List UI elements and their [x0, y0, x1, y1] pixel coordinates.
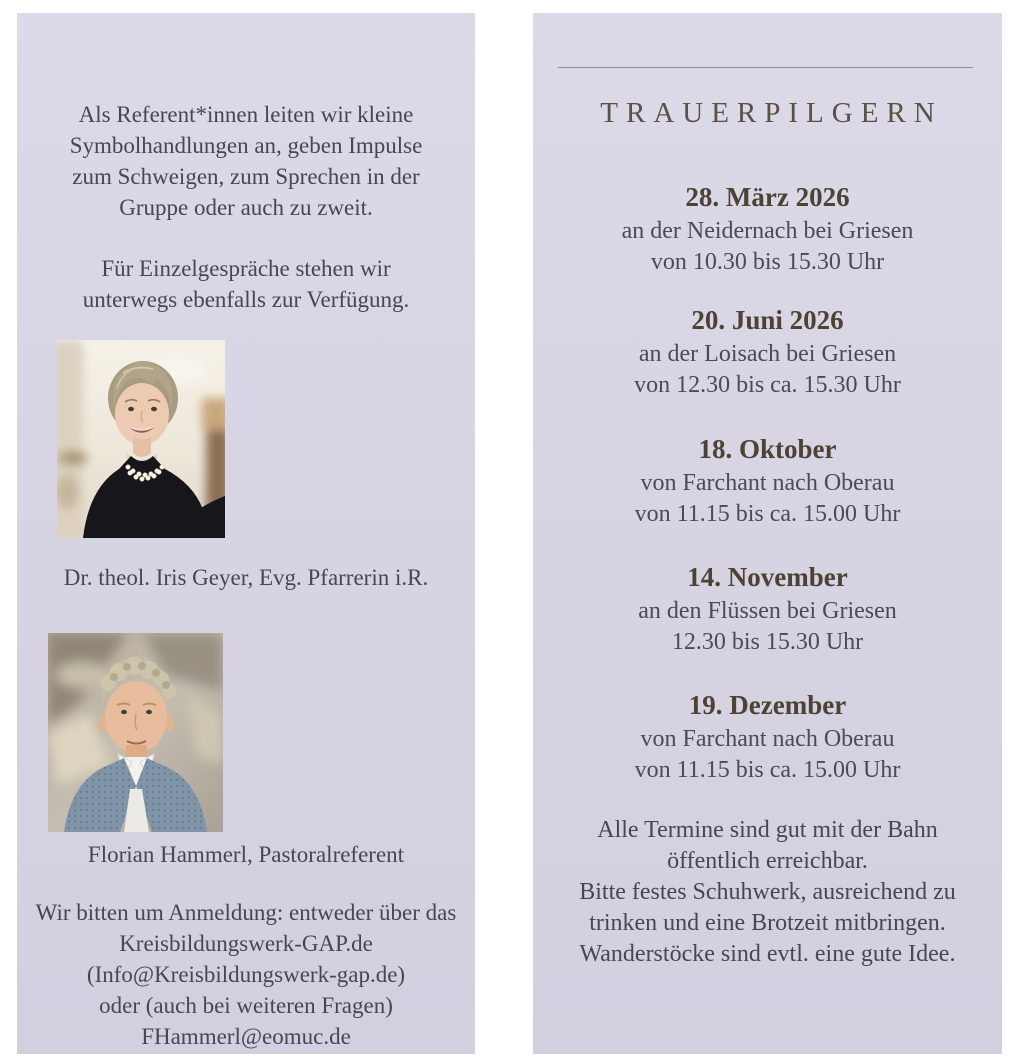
intro-paragraph-2: [17, 253, 475, 315]
event-item: [533, 180, 1002, 278]
event-time: von 12.30 bis ca. 15.30 Uhr: [634, 372, 901, 398]
person-caption-iris-geyer: Dr. theol. Iris Geyer, Evg. Pfarrerin i.R.: [63, 565, 429, 590]
text-line: unterwegs ebenfalls zur Verfügung.: [82, 287, 410, 312]
left-panel: [17, 13, 475, 1054]
person-caption-florian-hammerl: Florian Hammerl, Pastoralreferent: [87, 842, 405, 867]
portrait-photo-florian-hammerl: [48, 633, 223, 832]
event-date: 28. März 2026: [685, 182, 850, 212]
text-line: Wanderstöcke sind evtl. eine gute Idee.: [579, 941, 956, 967]
page-title: TRAUERPILGERN: [600, 97, 943, 129]
event-date: 18. Oktober: [698, 434, 837, 464]
event-date: 19. Dezember: [688, 690, 847, 720]
top-divider-line: [558, 67, 973, 68]
event-location: an der Loisach bei Griesen: [638, 341, 897, 367]
event-time: von 10.30 bis 15.30 Uhr: [650, 249, 885, 275]
email-text: (Info@Kreisbildungswerk-gap.de): [86, 962, 406, 987]
event-location: von Farchant nach Oberau: [640, 470, 895, 496]
event-location: an der Neidernach bei Griesen: [621, 218, 914, 244]
text-line: Bitte festes Schuhwerk, ausreichend zu: [579, 879, 956, 905]
portrait-photo-iris-geyer: [57, 340, 225, 538]
event-item: [533, 688, 1002, 786]
text-line: Gruppe oder auch zu zweit.: [119, 195, 373, 220]
text-line: Wir bitten um Anmeldung: entweder über das: [35, 900, 457, 925]
event-time: von 11.15 bis ca. 15.00 Uhr: [634, 757, 901, 783]
text-line: Für Einzelgespräche stehen wir: [101, 256, 391, 281]
event-item: [533, 560, 1002, 658]
event-location: von Farchant nach Oberau: [640, 726, 895, 752]
event-time: 12.30 bis 15.30 Uhr: [671, 629, 864, 655]
text-line: Symbolhandlungen an, geben Impulse: [69, 133, 423, 158]
event-date: 20. Juni 2026: [691, 305, 844, 335]
email-text: FHammerl@eomuc.de: [141, 1024, 351, 1049]
event-item: [533, 303, 1002, 401]
event-location: an den Flüssen bei Griesen: [638, 598, 897, 624]
text-line: öffentlich erreichbar.: [667, 848, 868, 874]
text-line: zum Schweigen, zum Sprechen in der: [72, 164, 420, 189]
text-line: Alle Termine sind gut mit der Bahn: [597, 817, 938, 843]
registration-info: [17, 897, 475, 1052]
event-date: 14. November: [687, 562, 848, 592]
website-text: Kreisbildungswerk-GAP.de: [119, 931, 373, 956]
text-line: trinken und eine Brotzeit mitbringen.: [589, 910, 946, 936]
event-item: [533, 432, 1002, 530]
right-panel: [533, 13, 1002, 1054]
practical-notes: [533, 815, 1002, 970]
intro-paragraph-1: [17, 99, 475, 223]
text-line: oder (auch bei weiteren Fragen): [99, 993, 393, 1018]
text-line: Als Referent*innen leiten wir kleine: [78, 102, 414, 127]
event-time: von 11.15 bis ca. 15.00 Uhr: [634, 501, 901, 527]
